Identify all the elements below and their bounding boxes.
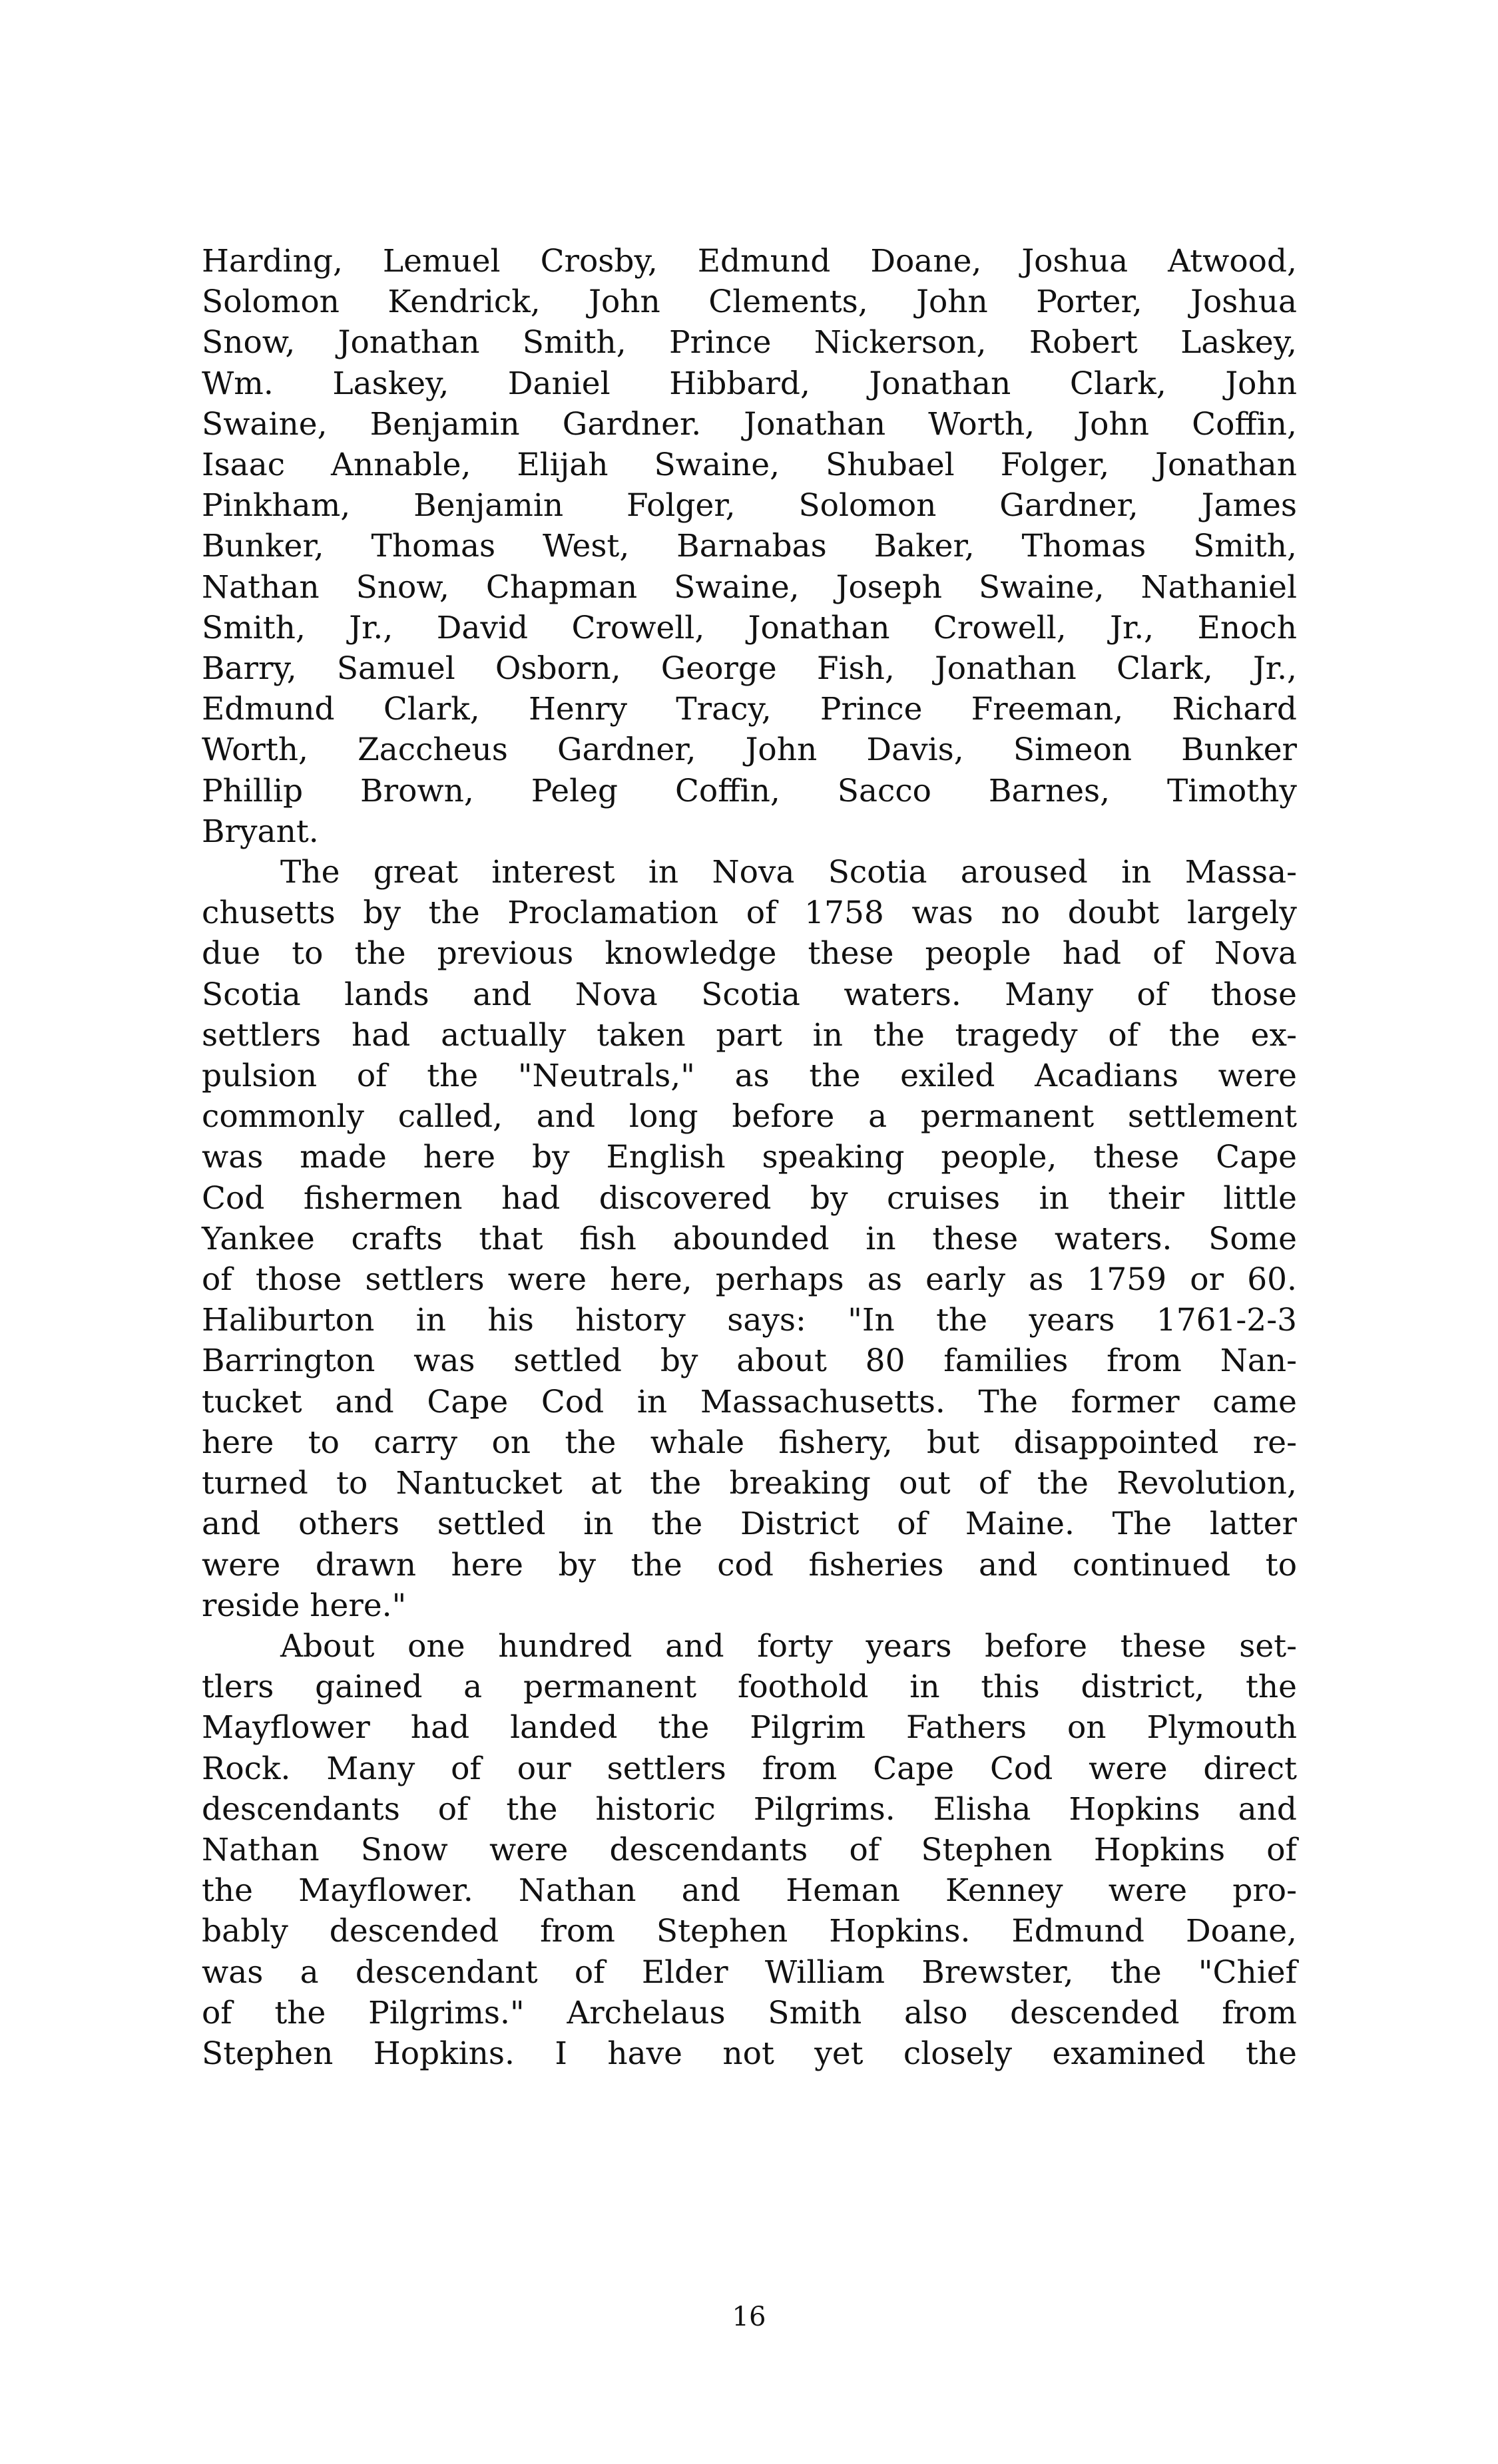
text-line: Isaac Annable, Elijah Swaine, Shubael Folger, Jonathan	[202, 447, 1297, 484]
text-line: descendants of the historic Pilgrims. Elisha Hopkins and	[202, 1790, 1297, 1828]
text-line: Haliburton in his history says: "In the years 1761-2-3	[202, 1302, 1297, 1339]
text-line: tucket and Cape Cod in Massachusetts. The former came	[202, 1383, 1297, 1420]
text-line: Bunker, Thomas West, Barnabas Baker, Thomas Smith,	[202, 528, 1297, 565]
text-line: of the Pilgrims." Archelaus Smith also descended from	[202, 1994, 1297, 2031]
text-line: Yankee crafts that fish abounded in these waters. Some	[202, 1220, 1297, 1257]
text-line: Wm. Laskey, Daniel Hibbard, Jonathan Clark, John	[202, 365, 1297, 402]
text-line: Scotia lands and Nova Scotia waters. Many of those	[202, 976, 1297, 1013]
text-line: Pinkham, Benjamin Folger, Solomon Gardner, James	[202, 487, 1297, 524]
text-line: turned to Nantucket at the breaking out of the Revolution,	[202, 1465, 1297, 1502]
text-line: Barry, Samuel Osborn, George Fish, Jonathan Clark, Jr.,	[202, 650, 1297, 688]
text-line: was made here by English speaking people, these Cape	[202, 1139, 1297, 1176]
text-line: the Mayflower. Nathan and Heman Kenney were pro-	[202, 1872, 1297, 1910]
text-line: of those settlers were here, perhaps as early as 1759 or 60.	[202, 1261, 1297, 1299]
paragraph-nova-scotia-interest	[202, 852, 1297, 1626]
text-line: bably descended from Stephen Hopkins. Edmund Doane,	[202, 1913, 1297, 1950]
text-line: pulsion of the "Neutrals," as the exiled Acadians were	[202, 1058, 1297, 1095]
text-line: Edmund Clark, Henry Tracy, Prince Freeman, Richard	[202, 691, 1297, 728]
text-line: Worth, Zaccheus Gardner, John Davis, Simeon Bunker	[202, 731, 1297, 769]
text-line: were drawn here by the cod fisheries and continued to	[202, 1546, 1297, 1583]
text-line: Solomon Kendrick, John Clements, John Porter, Joshua	[202, 284, 1297, 321]
paragraph-names-list	[202, 241, 1297, 852]
page-body-text	[202, 241, 1297, 2074]
text-line: reside here."	[202, 1587, 407, 1624]
text-line: here to carry on the whale fishery, but disappointed re-	[202, 1424, 1297, 1461]
page-number: 16	[732, 2302, 766, 2332]
text-line: settlers had actually taken part in the tragedy of the ex-	[202, 1016, 1297, 1054]
text-line: Mayflower had landed the Pilgrim Fathers on Plymouth	[202, 1709, 1297, 1746]
text-line: and others settled in the District of Maine. The latter	[202, 1506, 1297, 1543]
text-line: Smith, Jr., David Crowell, Jonathan Crowell, Jr., Enoch	[202, 609, 1297, 646]
text-line: Bryant.	[202, 813, 319, 850]
text-line: The great interest in Nova Scotia aroused in Massa-	[280, 854, 1297, 891]
text-line: Rock. Many of our settlers from Cape Cod were direct	[202, 1750, 1297, 1787]
text-line: Nathan Snow were descendants of Stephen Hopkins of	[202, 1831, 1297, 1868]
text-line: Stephen Hopkins. I have not yet closely examined the	[202, 2035, 1297, 2072]
text-line: Barrington was settled by about 80 families from Nan-	[202, 1342, 1297, 1380]
text-line: commonly called, and long before a permanent settlement	[202, 1098, 1297, 1135]
text-line: chusetts by the Proclamation of 1758 was no doubt largely	[202, 895, 1297, 932]
text-line: due to the previous knowledge these people had of Nova	[202, 935, 1297, 972]
text-line: About one hundred and forty years before these set-	[280, 1627, 1297, 1665]
text-line: Phillip Brown, Peleg Coffin, Sacco Barnes, Timothy	[202, 772, 1297, 809]
text-line: Nathan Snow, Chapman Swaine, Joseph Swaine, Nathaniel	[202, 568, 1297, 606]
paragraph-mayflower-descendants	[202, 1626, 1297, 2074]
text-line: Cod fishermen had discovered by cruises in their little	[202, 1179, 1297, 1217]
text-line: Snow, Jonathan Smith, Prince Nickerson, Robert Laskey,	[202, 324, 1297, 361]
text-line: tlers gained a permanent foothold in this district, the	[202, 1669, 1297, 1706]
text-line: Harding, Lemuel Crosby, Edmund Doane, Joshua Atwood,	[202, 243, 1297, 280]
text-line: was a descendant of Elder William Brewster, the "Chief	[202, 1953, 1297, 1991]
text-line: Swaine, Benjamin Gardner. Jonathan Worth, John Coffin,	[202, 405, 1297, 443]
